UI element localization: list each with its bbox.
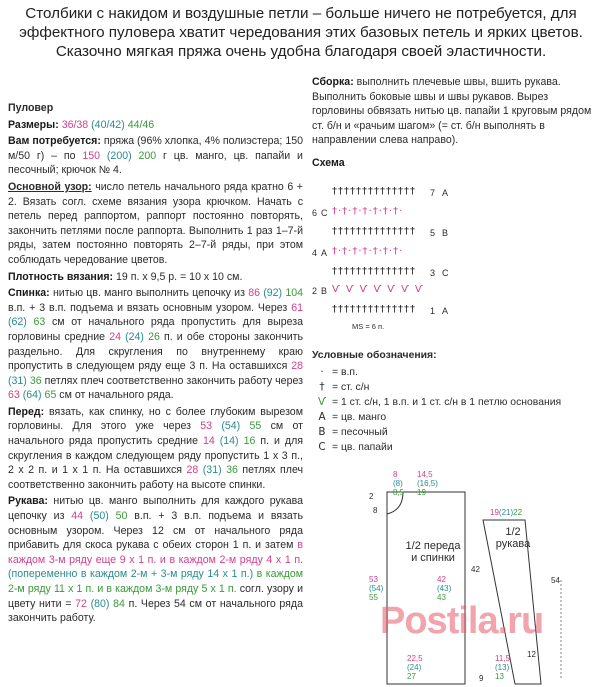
dim-side-8: 8 [373,506,378,515]
stitch-chart [312,186,482,336]
v-stitch-icon: Ѵ [317,396,327,408]
dim-bottom-fb: 22,5 (24) 27 [407,654,423,681]
chart-row-7-num: 7 [430,188,436,198]
chart-row-3: †††††††††††††† [332,266,416,277]
pattern-title: Пуловер [8,102,54,114]
chart-row-3-color: C [442,268,449,278]
dim-side-53: 53 (54) 55 [369,575,384,602]
back-line: Спинка: нитью цв. манго выполнить цепочку из 86 (92) 104 в.п. + 3 в.п. подъема и вязать основным узором. Через 61 (62) 63 см от начального ряда пропустить для выреза горловины средние 24 (24) 26 п. и обе стороны закончить раздельно. Для скругления по внутреннему краю пропустить в следующем ряду еще 3 п. На оставшихся 28 (31) 36 петлях плеч соответственно закончить работу через 63 (64) 65 см от начального ряда. [8,287,304,402]
right-column [312,75,594,171]
chart-row-5-num: 5 [430,228,436,238]
chart-row-2-color: B [321,286,328,296]
front-back-label: 1/2 переда и спинки [405,540,461,564]
chart-repeat-label: MS = 6 п. [352,322,385,331]
chart-row-4-color: A [321,248,328,258]
chart-row-7: †††††††††††††† [332,186,416,197]
legend-item: · = в.п. [312,365,594,380]
chart-row-6-color: C [321,208,328,218]
sewing-pattern [365,470,595,685]
sleeve-line: Рукава: нитью цв. манго выполнить для каждого рукава цепочку из 44 (50) 50 в.п. + 3 в.п. подъема и вязать основным узором. Через 12 см от начального ряда прибавить для скоса рукава с обеих сторон 1 п. и затем в каждом 3-м ряду еще 9 х 1 п. и в каждом 2-м ряду 4 х 1 п. (попеременно в каждом 2-м + 3-м ряду 14 х 1 п.) в каждом 2-м ряду 11 х 1 п. и в каждом 3-м ряду 5 х 1 п. согл. узору и цвету нити = 72 (80) 84 п. Через 54 см от начального ряда закончить работу. [8,495,304,625]
chart-row-1: †††††††††††††† [332,304,416,315]
chart-row-7-color: A [442,188,449,198]
double-crochet-icon: † [319,381,325,393]
chart-row-1-num: 1 [430,306,436,316]
legend-item: Ѵ = 1 ст. с/н, 1 в.п. и 1 ст. с/н в 1 петлю основания [312,395,594,410]
scheme-title: Схема [312,156,345,169]
legend [312,348,594,455]
dim-bottom-sl: 11,5 (13) 13 [495,654,510,681]
chart-row-6-num: 6 [312,208,318,218]
sizes-line: Размеры: 36/38 (40/42) 44/46 [8,118,155,131]
dim-side-2: 2 [369,492,374,501]
chart-row-3-num: 3 [430,268,436,278]
legend-item: † = ст. с/н [312,380,594,395]
front-line: Перед: вязать, как спинку, но с более глубоким вырезом горловины. Для этого уже через 53 (54) 55 см от начального ряда пропустить средние 14 (14) 16 п. и для скругления в каждом следующем ряду пропустить 1 х 3 п., 2 х 2 п. и 1 х 1 п. На оставшихся 28 (31) 36 петлях плеч соответственно закончить работу на высоте спинки. [8,405,304,491]
chart-row-5: †††††††††††††† [332,226,416,237]
basic-pattern-line: Основной узор: число петель начального ряда кратно 6 + 2. Вязать согл. схеме вязания узора крючком. Начать с петель перед раппортом, раппорт постоянно повторять, закончить петлями после раппорта. Выполнить 1 раз 1–7-й ряды, затем постоянно повторять 2–7-й ряды, при этом соблюдать чередование цветов. [8,180,303,266]
intro-paragraph: Столбики с накидом и воздушные петли – больше ничего не потребуется, для эффектного пуловера хватит чередования этих базовых петель и ярких цветов. Сказочно мягкая пряжа очень удобна благодаря своей эластичности. [19,5,583,60]
watermark-logo: Postila.ru [380,600,544,642]
dim-sleeve-top: 19(21)22 [490,508,523,517]
dim-top-left: 8 (8) 8,5 [393,470,405,497]
chart-row-2-num: 2 [312,286,318,296]
dim-top-right: 14,5 (16,5) 19 [417,470,438,497]
dim-side-42: 42 [471,565,480,574]
materials-line: Вам потребуется: пряжа (96% хлопка, 4% полиэстера; 150 м/50 г) – по 150 (200) 200 г цв. манго, цв. папайи и песочный; крючок № 4. [8,135,303,177]
chart-row-6: †·†·†·†·†·†·†· [332,206,404,217]
legend-item: C = цв. папайи [318,441,393,453]
chart-row-4: †·†·†·†·†·†·†· [332,246,404,257]
chart-row-4-num: 4 [312,248,318,258]
chart-row-1-color: A [442,306,449,316]
legend-title: Условные обозначения: [312,350,437,361]
sleeve-label: 1/2 рукава [495,526,531,550]
pattern-outline [365,470,595,685]
legend-item: A = цв. манго [318,411,387,423]
dim-side-43: 42 (43) 43 [437,575,452,602]
chain-icon: · [320,366,324,378]
dim-sleeve-12: 12 [527,650,536,659]
dim-bottom-9: 9 [479,674,484,683]
chart-row-5-color: B [442,228,449,238]
density-line: Плотность вязания: 19 п. х 9,5 р. = 10 х 10 см. [8,270,243,283]
chart-row-2: ѴѴѴѴѴѴѴ [332,284,429,295]
assembly-line: Сборка: выполнить плечевые швы, вшить рукава. Выполнить боковые швы и швы рукавов. Вырез горловины обвязать нитью цв. папайи 1 круговым рядом ст. б/н и «рачьим шагом» (= ст. б/н выполнять в направлении слева направо). [312,76,592,147]
left-column [8,95,303,628]
legend-item: B = песочный [318,426,388,438]
dim-side-54: 54 [551,576,560,585]
